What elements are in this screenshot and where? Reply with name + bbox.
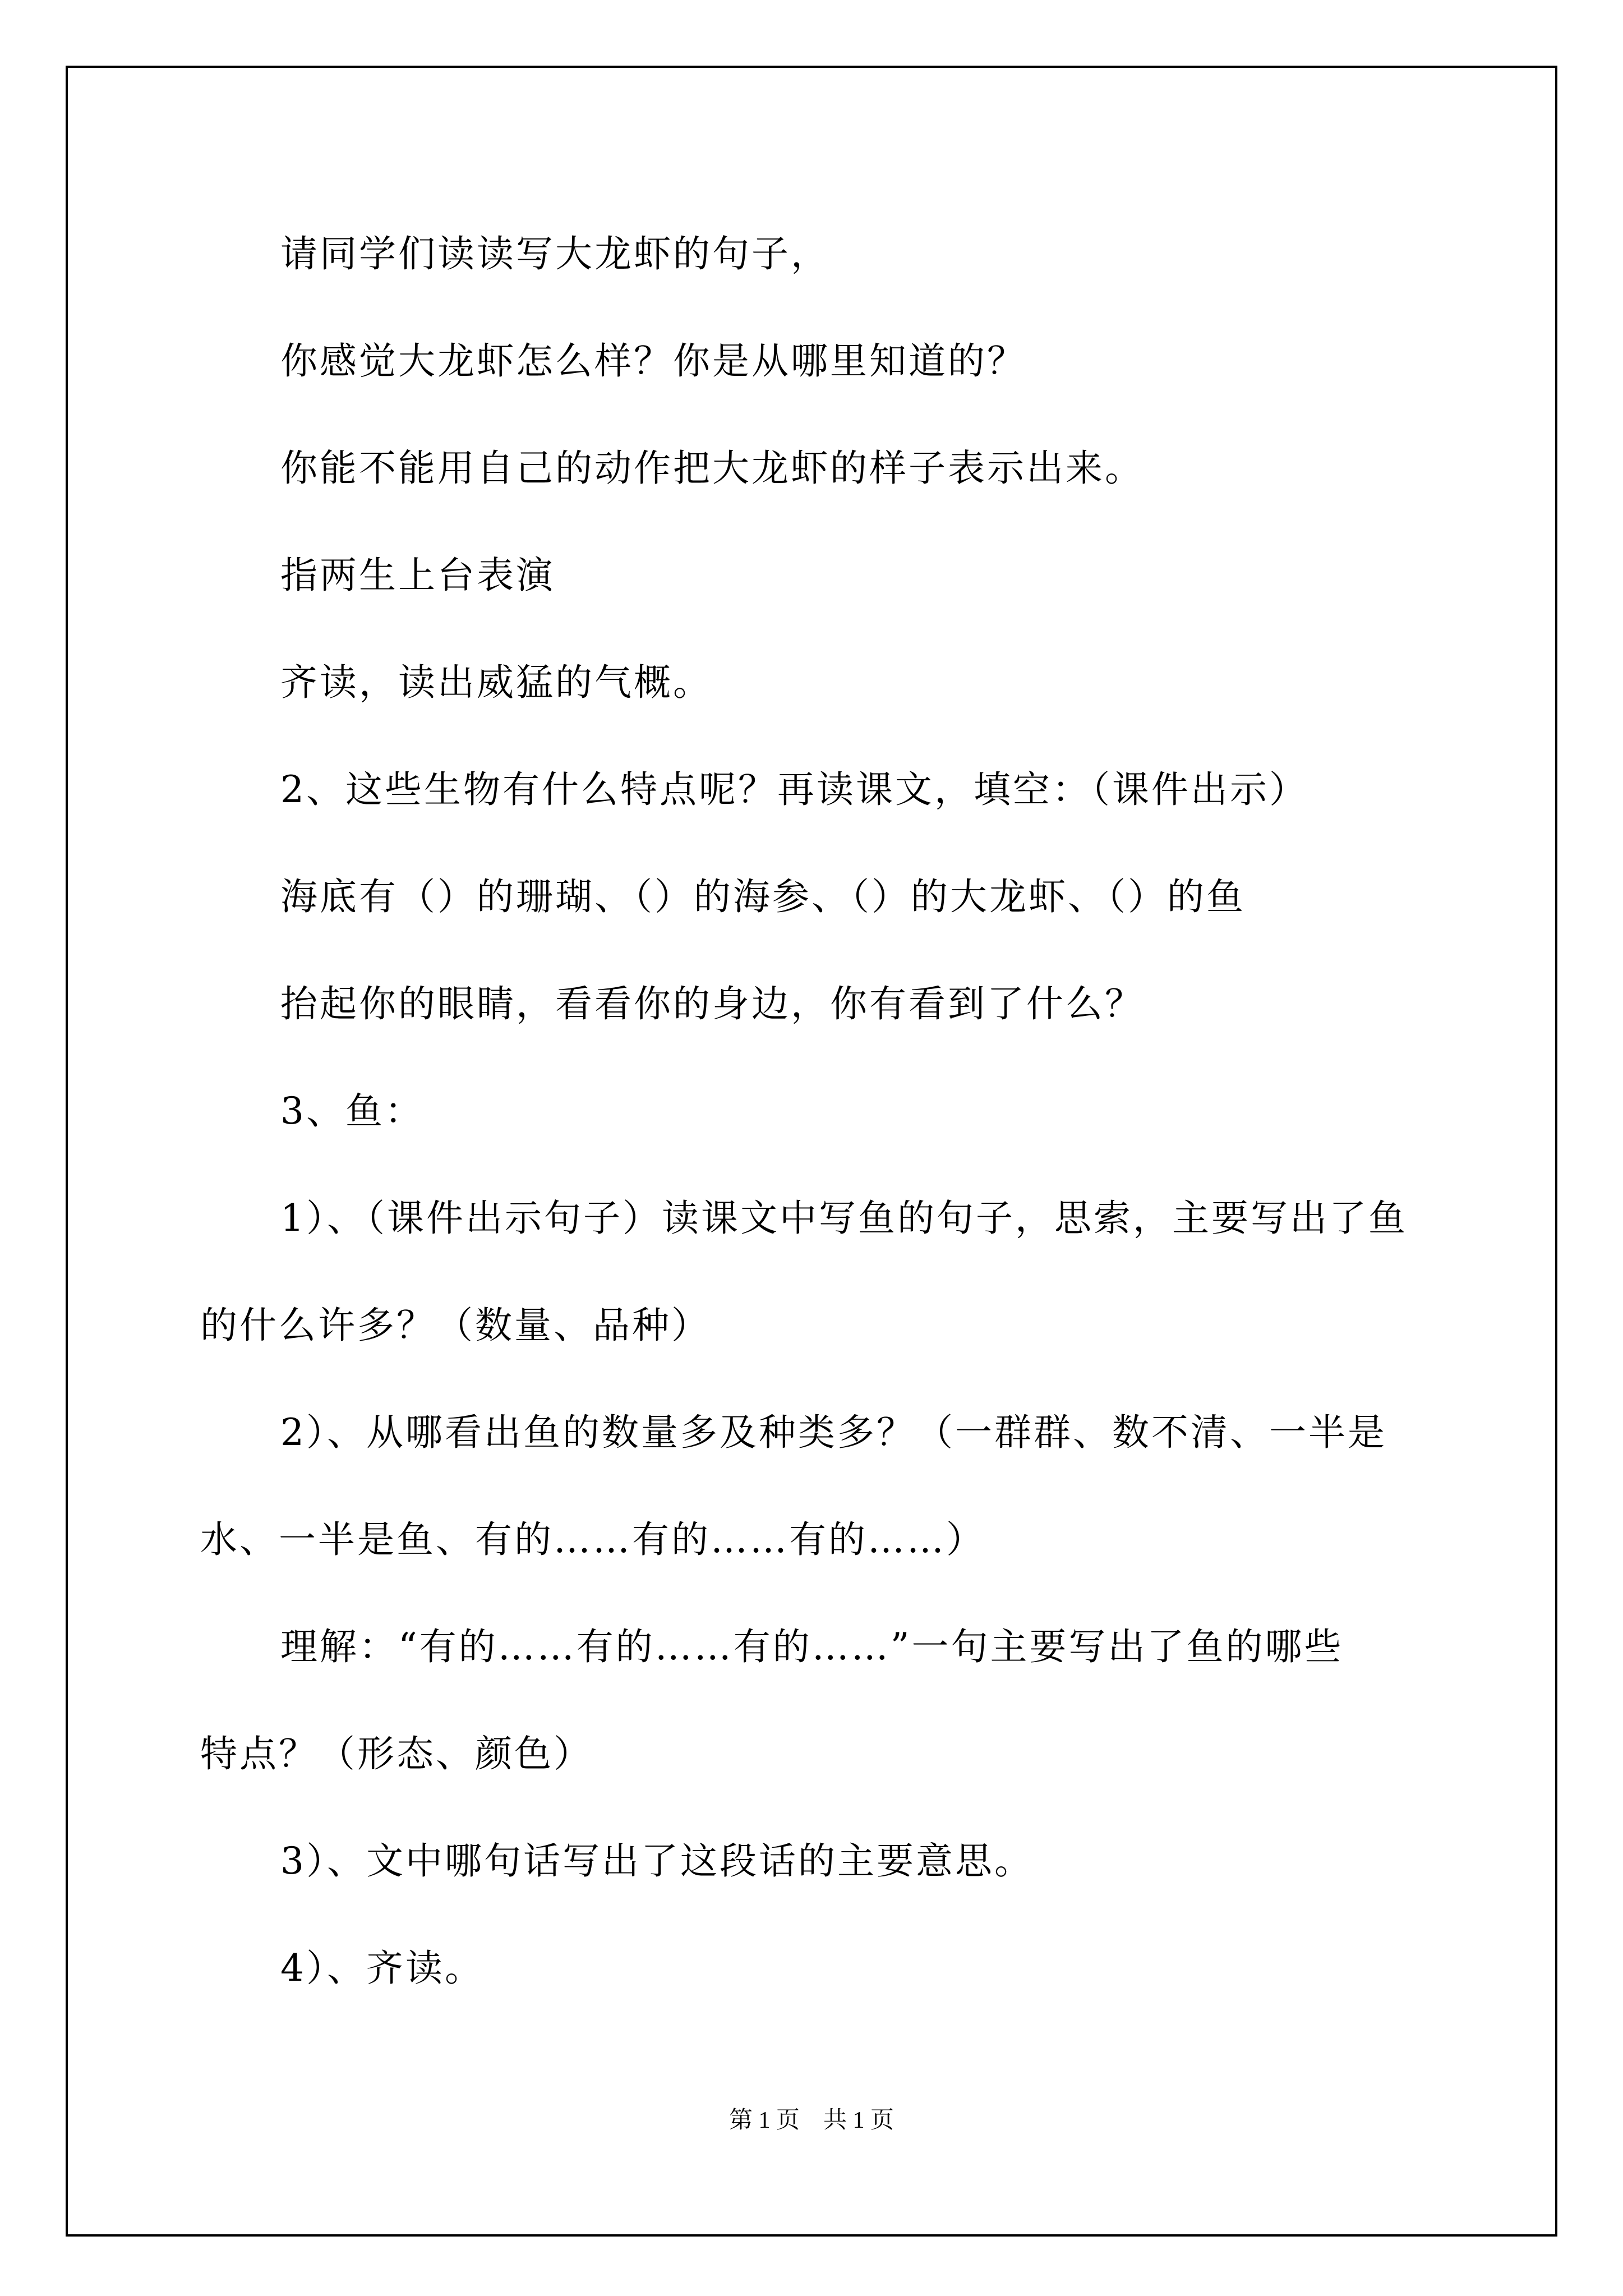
text-line: 3）、文中哪句话写出了这段话的主要意思。 xyxy=(280,1839,1034,1883)
text-line: 1）、（课件出示句子）读课文中写鱼的句子，思索，主要写出了鱼 xyxy=(280,1197,1408,1240)
text-line: 的什么许多？（数量、品种） xyxy=(200,1304,711,1347)
text-line: 特点？（形态、颜色） xyxy=(200,1732,593,1775)
text-line: 水、一半是鱼、有的……有的……有的……） xyxy=(200,1518,985,1561)
text-line: 抬起你的眼睛，看看你的身边，你有看到了什么？ xyxy=(280,982,1144,1025)
text-line: 指两生上台表演 xyxy=(280,554,555,597)
text-line: 请同学们读读写大龙虾的句子， xyxy=(280,232,830,275)
text-line: 你能不能用自己的动作把大龙虾的样子表示出来。 xyxy=(280,447,1144,490)
text-line: 2、这些生物有什么特点呢？再读课文，填空：（课件出示） xyxy=(280,768,1308,811)
text-line: 2）、从哪看出鱼的数量多及种类多？（一群群、数不清、一半是 xyxy=(280,1411,1387,1454)
text-line: 理解：“有的……有的……有的……”一句主要写出了鱼的哪些 xyxy=(280,1625,1344,1668)
text-line: 3、鱼： xyxy=(280,1089,424,1133)
page-number-footer: 第 1 页 共 1 页 xyxy=(728,2108,894,2133)
text-line: 你感觉大龙虾怎么样？你是从哪里知道的？ xyxy=(280,339,1026,383)
text-line: 4）、齐读。 xyxy=(280,1947,484,1990)
text-line: 海底有（）的珊瑚、（）的海参、（）的大龙虾、（）的鱼 xyxy=(280,875,1246,918)
text-line: 齐读，读出威猛的气概。 xyxy=(280,661,712,704)
page-border xyxy=(66,66,1557,2237)
